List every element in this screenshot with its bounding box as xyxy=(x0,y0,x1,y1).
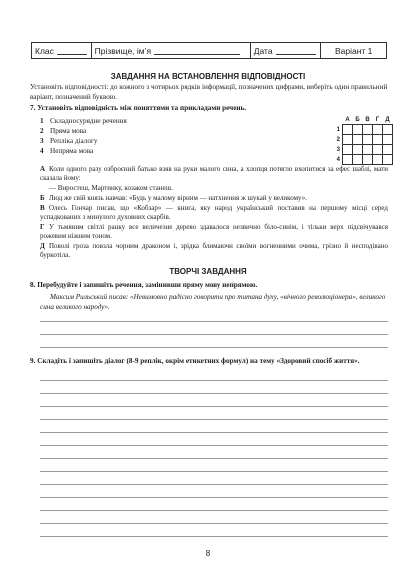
grid-cell[interactable] xyxy=(353,125,363,135)
grid-cell[interactable] xyxy=(383,155,393,165)
answer-option xyxy=(40,204,388,222)
task7-prompt: Установіть відповідність між поняттями та прикладами речень. xyxy=(37,104,247,112)
grid-cell[interactable] xyxy=(343,155,353,165)
answer-text: Люд же свій князь навчав: «Будь у малому вірним — натхнення ж шукай у великому». xyxy=(49,194,307,202)
answer-letter: Г xyxy=(40,223,45,231)
grid-col-header: А xyxy=(345,116,350,123)
student-info-header xyxy=(31,42,387,59)
answer-option xyxy=(40,184,388,193)
answer-text: Коли одного разу озброєний батько взяв на руки малого сина, а хлопця потягло вхопитися за ефес шаблі, мати сказала йому: xyxy=(40,165,388,182)
task8-prompt: Перебудуйте і запишіть речення, замінивши пряму мову непрямою. xyxy=(37,281,258,289)
answer-line[interactable] xyxy=(40,497,388,498)
item-text: Репліка діалогу xyxy=(50,137,98,145)
grid-cell[interactable] xyxy=(373,125,383,135)
item-text: Непряма мова xyxy=(50,147,94,155)
name-line xyxy=(154,46,240,55)
answer-option xyxy=(40,242,388,260)
answer-letter: Д xyxy=(40,242,45,250)
answer-line[interactable] xyxy=(40,334,388,335)
answer-option xyxy=(40,223,388,241)
class-line xyxy=(57,46,87,55)
grid-row-header: 1 xyxy=(336,126,340,133)
class-label: Клас xyxy=(35,45,54,56)
task8-quote: Максим Рильський писав: «Невимовно радісно говорити про титана духу, «вічного революціонера», великого сина великого народу». xyxy=(40,293,386,311)
grid-row-header: 3 xyxy=(336,146,340,153)
grid-row-header: 4 xyxy=(336,156,340,163)
section-title-creative: ТВОРЧІ ЗАВДАННЯ xyxy=(169,267,247,276)
grid-cell[interactable] xyxy=(383,125,393,135)
answer-line[interactable] xyxy=(40,523,388,524)
answer-option xyxy=(40,165,388,183)
answer-text: Олесь Гончар писав, що «Кобзар» — книга, яку народ український поставив на першому місці серед успадкованих з минулого духовних скарбів. xyxy=(40,204,388,221)
item-text: Пряма мова xyxy=(50,127,87,135)
grid-row-header: 2 xyxy=(336,136,340,143)
grid-cell[interactable] xyxy=(383,135,393,145)
task7-item xyxy=(40,117,127,126)
grid-cell[interactable] xyxy=(343,135,353,145)
section-title-matching: ЗАВДАННЯ НА ВСТАНОВЛЕННЯ ВІДПОВІДНОСТІ xyxy=(110,72,306,81)
answer-line[interactable] xyxy=(40,432,388,433)
answer-line[interactable] xyxy=(40,406,388,407)
grid-col-header: Б xyxy=(355,116,360,123)
task9-heading xyxy=(30,357,388,367)
task7-heading xyxy=(30,104,320,114)
date-field[interactable] xyxy=(251,43,322,58)
answer-line[interactable] xyxy=(40,536,388,537)
answer-line[interactable] xyxy=(40,393,388,394)
task7-item xyxy=(40,127,86,136)
grid-cell[interactable] xyxy=(353,155,363,165)
task9-number: 9. xyxy=(30,357,36,365)
answer-letter: В xyxy=(40,204,45,212)
grid-cell[interactable] xyxy=(353,135,363,145)
class-field[interactable] xyxy=(32,43,92,58)
answer-line[interactable] xyxy=(40,321,388,322)
grid-cell[interactable] xyxy=(353,145,363,155)
page-number: 8 xyxy=(205,549,211,558)
answer-line[interactable] xyxy=(40,484,388,485)
task9-prompt: Складіть і запишіть діалог (8-9 реплік, окрім етикетних формул) на тему «Здоровий спосіб життя». xyxy=(37,357,360,365)
grid-cell[interactable] xyxy=(373,155,383,165)
task7-item xyxy=(40,137,98,146)
answer-line[interactable] xyxy=(40,445,388,446)
answer-line[interactable] xyxy=(40,380,388,381)
grid-cell[interactable] xyxy=(373,135,383,145)
answer-letter: А xyxy=(40,165,46,173)
grid-col-header: Д xyxy=(385,116,390,123)
task8-heading xyxy=(30,281,388,291)
answer-text: — Виростеш, Мартинку, козаком станеш. xyxy=(49,184,173,192)
grid-cell[interactable] xyxy=(383,145,393,155)
grid-cell[interactable] xyxy=(363,135,373,145)
grid-cell[interactable] xyxy=(363,125,373,135)
item-number: 4 xyxy=(40,147,44,155)
answer-line[interactable] xyxy=(40,347,388,348)
task7-number: 7. xyxy=(30,104,36,112)
variant-cell xyxy=(321,43,386,58)
section-intro: Установіть відповідності: до кожного з чотирьох рядків інформації, позначених цифрами, виберіть один правильний варіант, позначений буквою. xyxy=(30,83,388,101)
name-field[interactable] xyxy=(92,43,251,58)
grid-cell[interactable] xyxy=(373,145,383,155)
grid-cell[interactable] xyxy=(343,125,353,135)
answer-text: У тьмяним світлі ранку все величезне дерево здавалося незвично біло-синім, і тільки верх підсвічувався рожевим ніжним тоном. xyxy=(40,223,388,240)
item-number: 3 xyxy=(40,137,44,145)
answer-text: Поволі гроза повзла чорним драконом і, зрідка блимаючи своїми вогненними очима, грізно й несподівано буркотіла. xyxy=(40,242,388,259)
item-number: 1 xyxy=(40,117,44,125)
grid-col-header: Г xyxy=(375,116,380,123)
variant-label: Варіант 1 xyxy=(334,45,373,56)
grid-cell[interactable] xyxy=(363,155,373,165)
item-number: 2 xyxy=(40,127,44,135)
answer-line[interactable] xyxy=(40,510,388,511)
name-label: Прізвище, ім’я xyxy=(94,45,152,56)
grid-cell[interactable] xyxy=(363,145,373,155)
answer-grid xyxy=(331,115,393,165)
answer-letter: Б xyxy=(40,194,45,202)
task8-number: 8. xyxy=(30,281,36,289)
grid-col-header: В xyxy=(365,116,370,123)
grid-cell[interactable] xyxy=(343,145,353,155)
answer-line[interactable] xyxy=(40,471,388,472)
item-text: Складносурядне речення xyxy=(50,117,127,125)
date-line xyxy=(276,46,316,55)
date-label: Дата xyxy=(253,45,273,56)
task7-item xyxy=(40,147,93,156)
answer-line[interactable] xyxy=(40,458,388,459)
answer-option xyxy=(40,194,388,203)
answer-line[interactable] xyxy=(40,419,388,420)
